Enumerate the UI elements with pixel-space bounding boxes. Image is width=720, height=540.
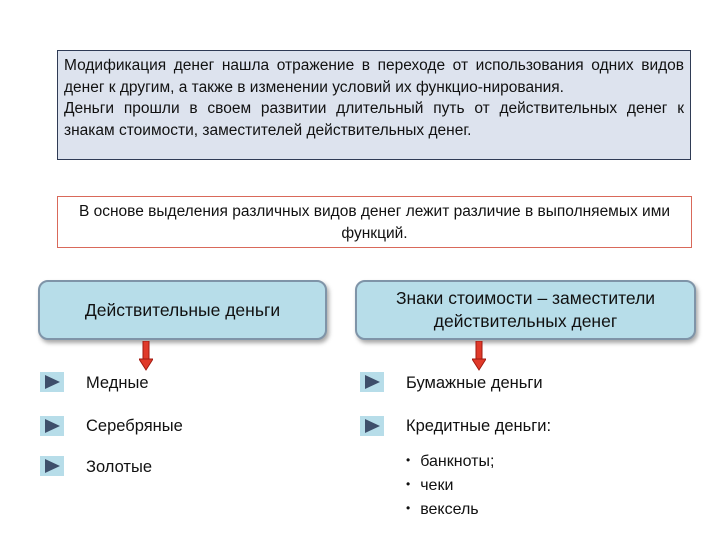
intro-paragraph-1: Модификация денег нашла отражение в переходе от использования одних видов денег к другим, а также в изменении условий их функцио-нирования. xyxy=(64,57,684,96)
category-real-money xyxy=(38,280,327,340)
credit-money-sublist xyxy=(406,450,494,522)
basis-statement-box xyxy=(57,196,692,248)
arrow-down-icon xyxy=(472,341,486,371)
category-value-tokens-title: Знаки стоимости – заместители действительных денег xyxy=(395,288,656,331)
arrow-down-icon xyxy=(139,341,153,371)
play-icon xyxy=(40,456,64,476)
intro-text-box xyxy=(57,50,691,160)
basis-statement-text: В основе выделения различных видов денег лежит различие в выполняемых ими функций. xyxy=(78,203,671,242)
list-item-copper: Медные xyxy=(86,374,149,392)
list-item-credit-money: Кредитные деньги: xyxy=(406,417,552,435)
intro-paragraph-2: Деньги прошли в своем развитии длительный путь от действительных денег к знакам стоимости, заместителей действительных денег. xyxy=(64,100,684,139)
play-icon xyxy=(40,372,64,392)
list-item-silver: Серебряные xyxy=(86,417,183,435)
list-item-paper-money: Бумажные деньги xyxy=(406,374,543,392)
play-icon xyxy=(40,416,64,436)
list-item-gold: Золотые xyxy=(86,458,152,476)
play-icon xyxy=(360,372,384,392)
category-value-tokens xyxy=(355,280,696,340)
play-icon xyxy=(360,416,384,436)
list-item-checks: • чеки xyxy=(406,474,494,498)
category-real-money-title: Действительные деньги xyxy=(84,299,281,320)
list-item-banknotes: • банкноты; xyxy=(406,450,494,474)
list-item-bill-of-exchange: • вексель xyxy=(406,498,494,522)
